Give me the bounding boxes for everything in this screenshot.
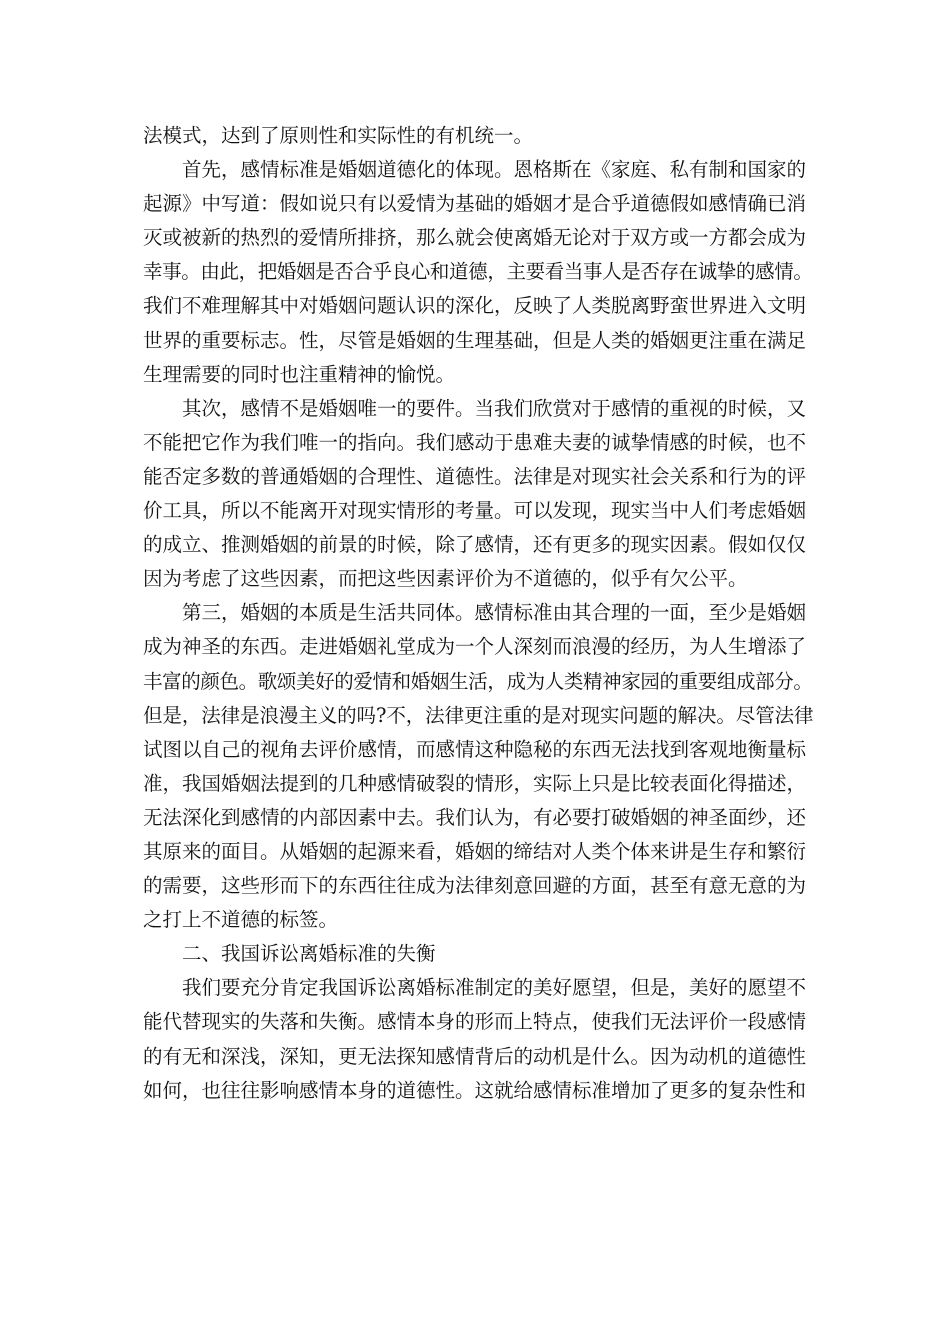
- text-line: 世界的重要标志。性，尽管是婚姻的生理基础，但是人类的婚姻更注重在满足: [143, 328, 807, 352]
- text-line: 能否定多数的普通婚姻的合理性、道德性。法律是对现实社会关系和行为的评: [143, 464, 807, 488]
- text-line: 其次，感情不是婚姻唯一的要件。当我们欣赏对于感情的重视的时候，又: [182, 396, 807, 420]
- text-line: 起源》中写道：假如说只有以爱情为基础的婚姻才是合乎道德假如感情确已消: [143, 192, 807, 216]
- text-line: 我们不难理解其中对婚姻问题认识的深化，反映了人类脱离野蛮世界进入文明: [143, 294, 807, 318]
- text-line: 首先，感情标准是婚姻道德化的体现。恩格斯在《家庭、私有制和国家的: [182, 158, 807, 182]
- text-line: 二、我国诉讼离婚标准的失衡: [182, 942, 436, 966]
- text-line: 灭或被新的热烈的爱情所排挤，那么就会使离婚无论对于双方或一方都会成为: [143, 226, 807, 250]
- text-line: 之打上不道德的标签。: [143, 908, 339, 932]
- text-line: 因为考虑了这些因素，而把这些因素评价为不道德的，似乎有欠公平。: [143, 567, 748, 591]
- text-line: 生理需要的同时也注重精神的愉悦。: [143, 362, 456, 386]
- text-line: 第三，婚姻的本质是生活共同体。感情标准由其合理的一面，至少是婚姻: [182, 601, 807, 625]
- text-line: 法模式，达到了原则性和实际性的有机统一。: [143, 124, 534, 147]
- text-line: 其原来的面目。从婚姻的起源来看，婚姻的缔结对人类个体来讲是生存和繁衍: [143, 839, 807, 863]
- text-line: 能代替现实的失落和失衡。感情本身的形而上特点，使我们无法评价一段感情: [143, 1010, 807, 1034]
- text-line: 的有无和深浅，深知，更无法探知感情背后的动机是什么。因为动机的道德性: [143, 1044, 807, 1068]
- text-line: 的需要，这些形而下的东西往往成为法律刻意回避的方面，甚至有意无意的为: [143, 874, 807, 898]
- text-line: 幸事。由此，把婚姻是否合乎良心和道德，主要看当事人是否存在诚挚的感情。: [143, 260, 813, 284]
- text-line: 我们要充分肯定我国诉讼离婚标准制定的美好愿望，但是，美好的愿望不: [182, 976, 807, 1000]
- document-body: [143, 119, 813, 1108]
- text-line: 丰富的颜色。歌颂美好的爱情和婚姻生活，成为人类精神家园的重要组成部分。: [143, 669, 813, 693]
- text-line: 但是，法律是浪漫主义的吗?不，法律更注重的是对现实问题的解决。尽管法律: [143, 703, 814, 727]
- text-line: 无法深化到感情的内部因素中去。我们认为，有必要打破婚姻的神圣面纱，还: [143, 805, 807, 829]
- text-line: 成为神圣的东西。走进婚姻礼堂成为一个人深刻而浪漫的经历，为人生增添了: [143, 635, 807, 659]
- text-line: 如何，也往往影响感情本身的道德性。这就给感情标准增加了更多的复杂性和: [143, 1078, 807, 1102]
- text-line: 不能把它作为我们唯一的指向。我们感动于患难夫妻的诚挚情感的时候，也不: [143, 430, 807, 454]
- text-line: 的成立、推测婚姻的前景的时候，除了感情，还有更多的现实因素。假如仅仅: [143, 533, 807, 557]
- text-line: 试图以自己的视角去评价感情，而感情这种隐秘的东西无法找到客观地衡量标: [143, 737, 807, 761]
- text-line: 准，我国婚姻法提到的几种感情破裂的情形，实际上只是比较表面化得描述，: [143, 771, 807, 795]
- text-line: 价工具，所以不能离开对现实情形的考量。可以发现，现实当中人们考虑婚姻: [143, 499, 807, 523]
